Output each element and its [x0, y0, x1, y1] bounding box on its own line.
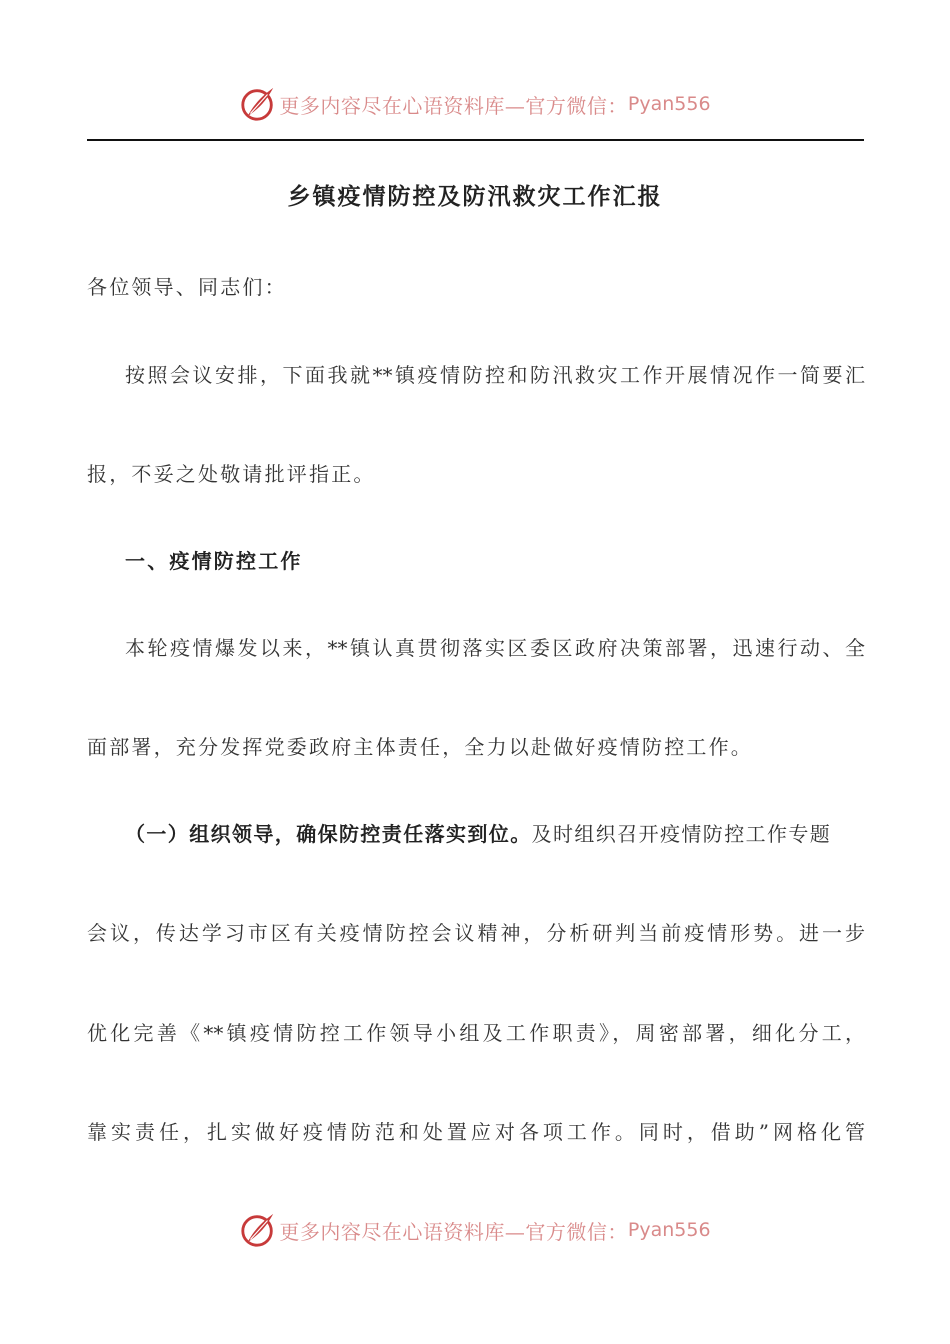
quill-seal-logo-icon — [239, 85, 277, 123]
banner-wechat-id: Pyan556 — [627, 93, 711, 115]
quill-seal-logo-icon — [239, 1211, 277, 1249]
paragraph-2-line-2: 面部署，充分发挥党委政府主体责任，全力以赴做好疫情防控工作。 — [87, 735, 753, 759]
paragraph-1-line-2: 报，不妥之处敬请批评指正。 — [87, 462, 376, 486]
header-divider — [87, 139, 864, 141]
paragraph-3-line-3: 优化完善《**镇疫情防控工作领导小组及工作职责》，周密部署，细化分工， — [87, 1021, 865, 1045]
paragraph-3-line-1 — [125, 820, 865, 848]
greeting: 各位领导、同志们： — [87, 275, 287, 299]
paragraph-3-line-4: 靠实责任，扎实做好疫情防范和处置应对各项工作。同时，借助”网格化管 — [87, 1120, 865, 1144]
paragraph-2-line-1: 本轮疫情爆发以来，**镇认真贯彻落实区委区政府决策部署，迅速行动、全 — [125, 636, 865, 660]
paragraph-3-line-2: 会议，传达学习市区有关疫情防控会议精神，分析研判当前疫情形势。进一步 — [87, 921, 865, 945]
paragraph-1-line-1: 按照会议安排，下面我就**镇疫情防控和防汛救灾工作开展情况作一简要汇 — [125, 363, 865, 387]
section-heading-1: 一、疫情防控工作 — [125, 549, 303, 573]
header-watermark-banner — [0, 80, 950, 128]
banner-text: 更多内容尽在心语资料库—官方微信： — [279, 1219, 628, 1244]
subheading-1: （一）组织领导，确保防控责任落实到位。 — [125, 822, 532, 846]
document-title: 乡镇疫情防控及防汛救灾工作汇报 — [287, 183, 663, 210]
banner-wechat-id: Pyan556 — [627, 1219, 711, 1241]
footer-watermark-banner — [0, 1206, 950, 1254]
banner-text: 更多内容尽在心语资料库—官方微信： — [279, 93, 628, 118]
paragraph-3-line-1-rest: 及时组织召开疫情防控工作专题 — [531, 822, 832, 846]
